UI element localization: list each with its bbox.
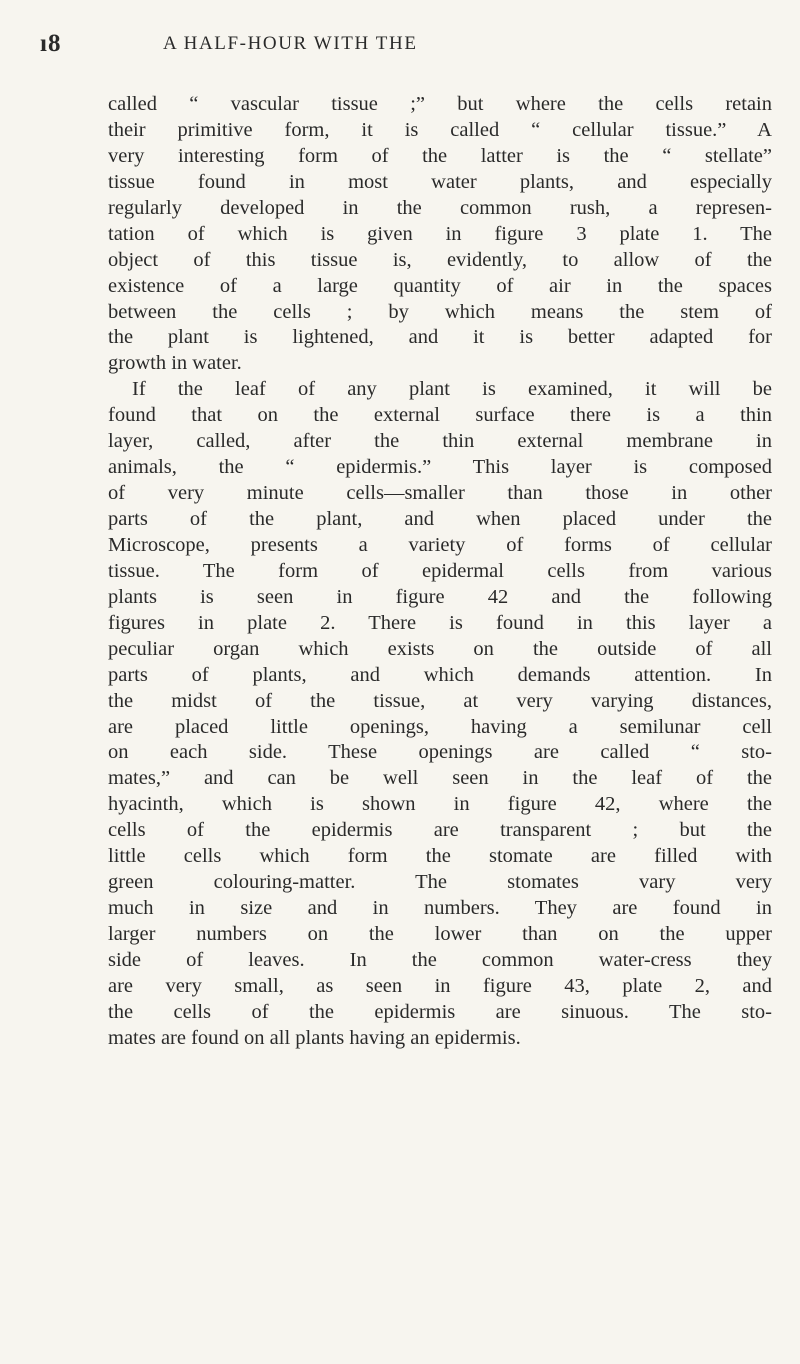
text-line: object of this tissue is, evidently, to allow of the bbox=[108, 248, 772, 271]
text-line: found that on the external surface there is a thin bbox=[108, 404, 772, 427]
text-line: hyacinth, which is shown in figure 42, where the bbox=[108, 793, 772, 816]
text-line: of very minute cells—smaller than those in other bbox=[108, 482, 772, 505]
text-line: green colouring-matter. The stomates vary very bbox=[108, 871, 772, 894]
text-line: between the cells ; by which means the stem of bbox=[108, 300, 772, 323]
text-line: figures in plate 2. There is found in this layer a bbox=[108, 611, 772, 634]
text-line: tation of which is given in figure 3 plate 1. The bbox=[108, 222, 772, 245]
text-line: mates are found on all plants having an epidermis. bbox=[108, 1026, 521, 1049]
text-line: parts of plants, and which demands attention. In bbox=[108, 663, 772, 686]
text-line: the plant is lightened, and it is better adapted for bbox=[108, 326, 772, 349]
text-line: are placed little openings, having a semilunar cell bbox=[108, 715, 772, 738]
text-line: are very small, as seen in figure 43, plate 2, and bbox=[108, 974, 772, 997]
text-line: little cells which form the stomate are filled with bbox=[108, 845, 772, 868]
text-line: Microscope, presents a variety of forms of cellular bbox=[108, 533, 772, 556]
text-line: regularly developed in the common rush, a represen- bbox=[108, 196, 772, 219]
text-line: layer, called, after the thin external membrane in bbox=[108, 430, 772, 453]
text-line: much in size and in numbers. They are found in bbox=[108, 897, 772, 920]
text-line: existence of a large quantity of air in the spaces bbox=[108, 274, 772, 297]
text-line: plants is seen in figure 42 and the following bbox=[108, 585, 772, 608]
running-head: A HALF-HOUR WITH THE bbox=[163, 33, 418, 54]
text-line: their primitive form, it is called “ cellular tissue.” A bbox=[108, 118, 772, 141]
text-line: tissue. The form of epidermal cells from various bbox=[108, 559, 772, 582]
text-line: the midst of the tissue, at very varying distances, bbox=[108, 689, 772, 712]
body-text bbox=[108, 92, 772, 1052]
text-line: mates,” and can be well seen in the leaf of the bbox=[108, 767, 772, 790]
text-line: peculiar organ which exists on the outside of all bbox=[108, 637, 772, 660]
page-number: ı8 bbox=[40, 30, 62, 57]
text-line: growth in water. bbox=[108, 352, 242, 375]
text-line: on each side. These openings are called “ sto- bbox=[108, 741, 772, 764]
page-header bbox=[40, 30, 760, 60]
text-line: called “ vascular tissue ;” but where the cells retain bbox=[108, 93, 772, 115]
text-line: side of leaves. In the common water-cress they bbox=[108, 948, 772, 971]
text-line: If the leaf of any plant is examined, it will be bbox=[132, 378, 772, 401]
text-line: animals, the “ epidermis.” This layer is composed bbox=[108, 456, 772, 479]
text-line: larger numbers on the lower than on the upper bbox=[108, 923, 772, 945]
text-line: tissue found in most water plants, and especially bbox=[108, 170, 772, 193]
text-line: very interesting form of the latter is the “ stellate” bbox=[108, 144, 772, 167]
text-line: parts of the plant, and when placed under the bbox=[108, 508, 772, 530]
text-line: the cells of the epidermis are sinuous. The sto- bbox=[108, 1000, 772, 1023]
text-line: cells of the epidermis are transparent ; but the bbox=[108, 819, 772, 842]
